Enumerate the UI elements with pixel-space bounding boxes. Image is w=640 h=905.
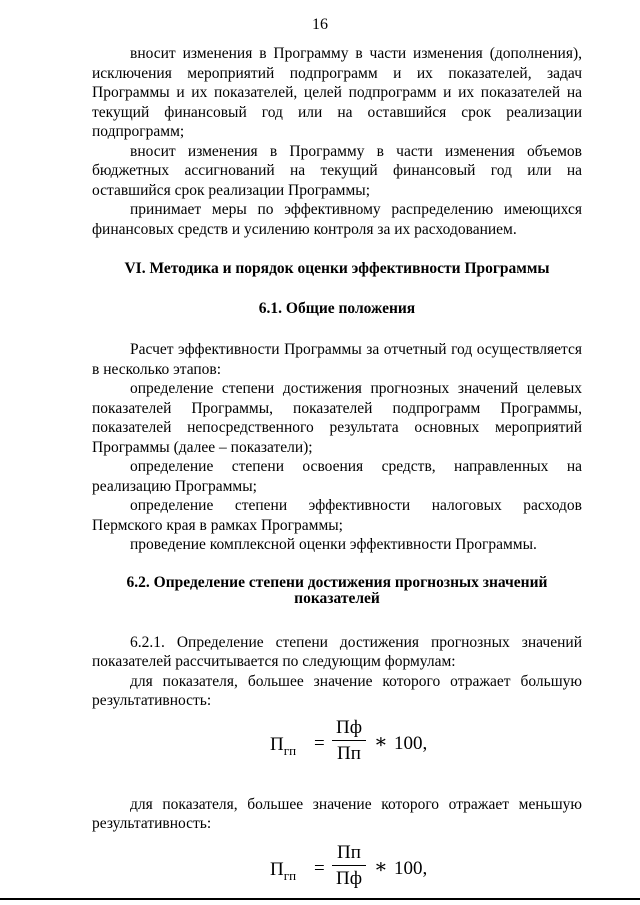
formula-tail: 100, <box>394 732 428 754</box>
paragraph: 6.2.1. Определение степени достижения прогнозных значений показателей рассчитывается по следующим формулам: <box>92 633 582 670</box>
fraction-bar <box>332 740 366 741</box>
formula-tail: 100, <box>394 857 428 879</box>
formula-1 <box>92 717 582 777</box>
formula-denominator: Пф <box>335 867 363 889</box>
formula-numerator: Пф <box>335 716 363 738</box>
formula-denominator: Пп <box>337 742 361 764</box>
formula-fraction <box>332 842 366 890</box>
formula-fraction <box>332 717 366 765</box>
formula-equals: = <box>314 857 325 879</box>
formula-multiply: ∗ <box>374 730 388 753</box>
paragraph: для показателя, большее значение которого отражает большую результативность: <box>92 672 582 709</box>
paragraph: Расчет эффективности Программы за отчетный год осуществляется в несколько этапов: <box>92 341 582 378</box>
paragraph: для показателя, большее значение которого отражает меньшую результативность: <box>92 795 582 832</box>
page-number: 16 <box>312 16 328 33</box>
subsection-heading <box>92 575 582 607</box>
section-heading: VI. Методика и порядок оценки эффективности Программы <box>124 260 550 277</box>
paragraph: принимает меры по эффективному распределению имеющихся финансовых средств и усилению контроля за их расходованием. <box>92 201 582 238</box>
formula-lhs: $П_{гп}$ <box>270 733 297 758</box>
list-item: определение степени освоения средств, направленных на реализацию Программы; <box>92 458 582 495</box>
page-body <box>92 44 582 902</box>
list-item: определение степени достижения прогнозных значений целевых показателей Программы, показателей подпрограмм Программы, показателей непосредственного результата основных мероприятий Программы (далее – показатели); <box>92 380 582 456</box>
subsection-heading-line: показателей <box>294 589 380 607</box>
subsection-heading-line: 6.2. Определение степени достижения прогнозных значений <box>126 573 548 591</box>
fraction-bar <box>332 865 366 866</box>
list-item: определение степени эффективности налоговых расходов Пермского края в рамках Программы; <box>92 497 582 534</box>
paragraph: вносит изменения в Программу в части изменения объемов бюджетных ассигнований на текущий финансовый год или на оставшийся срок реализации Программы; <box>92 142 582 199</box>
formula-2 <box>92 842 582 902</box>
formula-multiply: ∗ <box>374 855 388 878</box>
list-item: проведение комплексной оценки эффективности Программы. <box>130 536 537 553</box>
paragraph: вносит изменения в Программу в части изменения (дополнения), исключения мероприятий подпрограмм и их показателей, задач Программы и их показателей, целей подпрограмм и их показателей на текущий финансовый год или на оставшийся срок реализации подпрограмм; <box>92 45 582 140</box>
formula-equals: = <box>314 732 325 754</box>
bottom-border-line <box>0 898 640 900</box>
subsection-heading: 6.1. Общие положения <box>258 299 416 317</box>
formula-numerator: Пп <box>337 841 361 863</box>
formula-lhs: $П_{гп}$ <box>270 858 297 883</box>
